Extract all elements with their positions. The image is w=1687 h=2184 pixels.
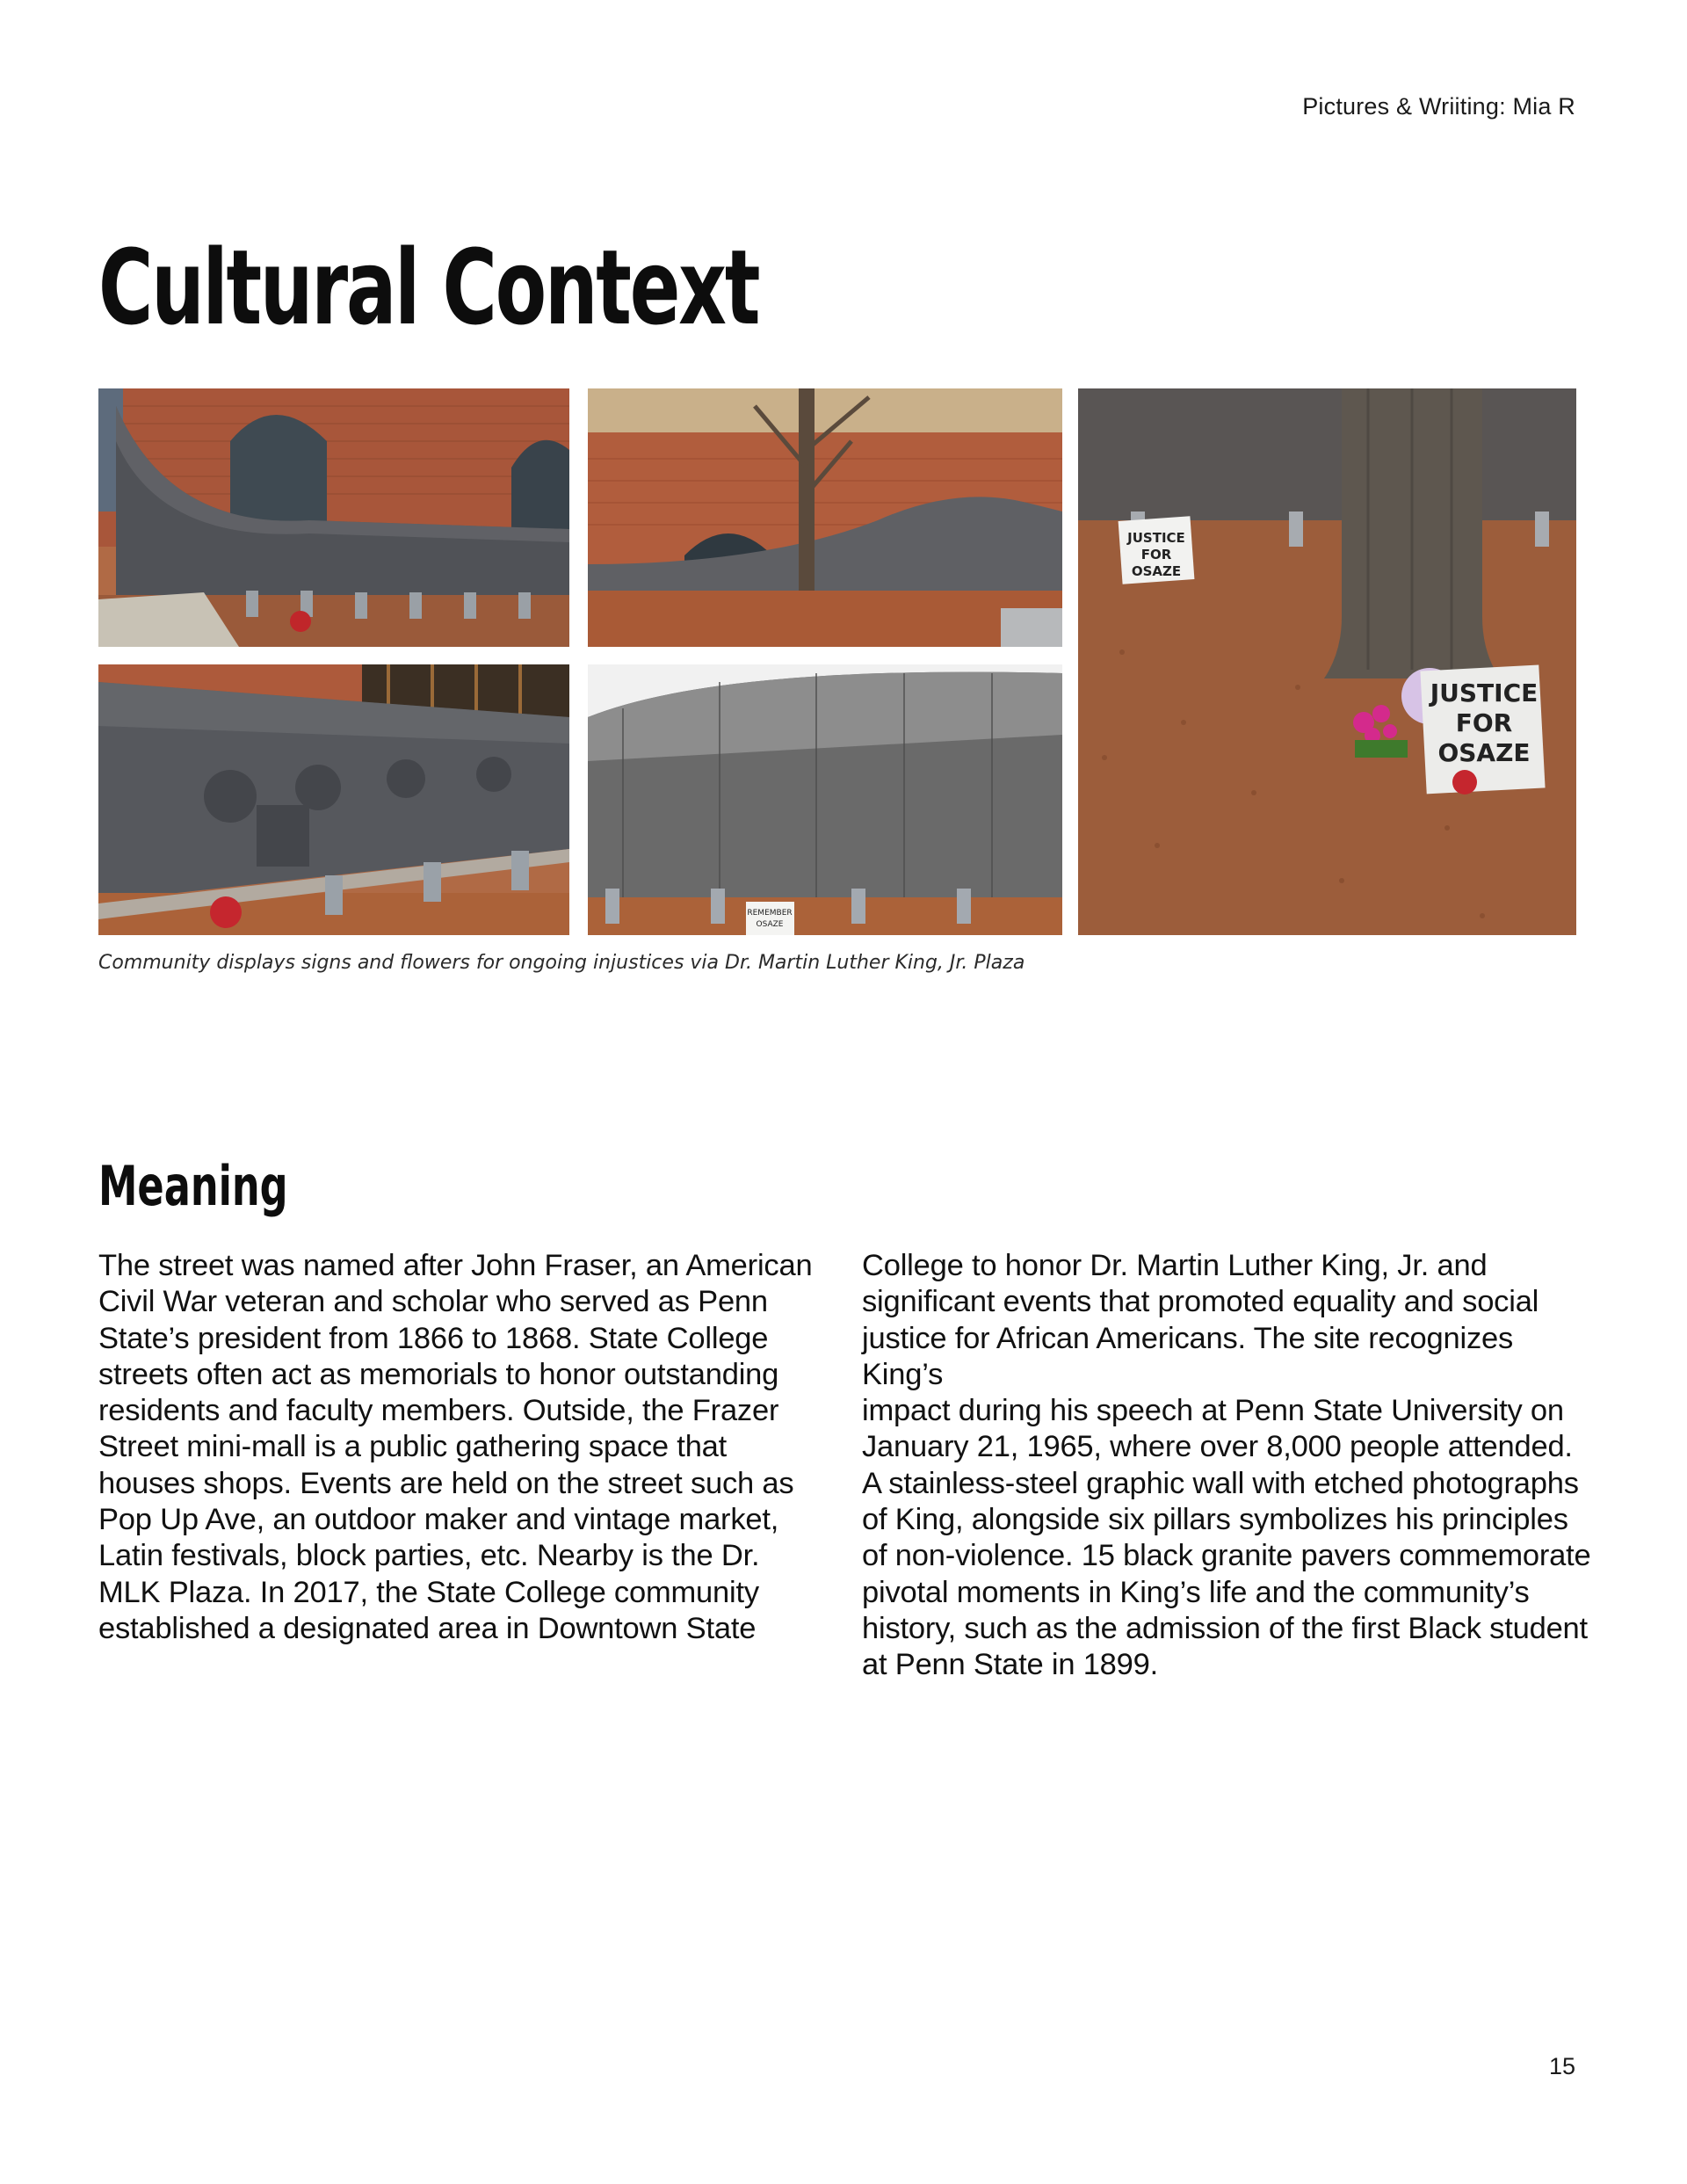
photo-credit: Pictures & Wriiting: Mia R [1302,93,1575,120]
sign-top-line1: JUSTICE [1127,530,1185,546]
gallery-caption: Community displays signs and flowers for ongoing injustices via Dr. Martin Luther King, Jr. Plaza [98,952,1025,974]
sign-bottom-line2: FOR [1455,708,1513,737]
body-line: Latin festivals, block parties, etc. Nearby is the Dr. [98,1539,760,1573]
body-line: Civil War veteran and scholar who served as Penn [98,1285,768,1319]
sign-bottom-line3: OSAZE [1437,738,1531,767]
body-line: of King, alongside six pillars symbolizes his principles [862,1503,1568,1537]
body-column-left [98,1248,819,1647]
sign-top-line2: FOR [1140,547,1172,562]
body-line: of non-violence. 15 black granite pavers commemorate [862,1539,1591,1573]
body-column-right [862,1248,1591,1684]
photo-etched-wall [98,664,569,935]
section-heading: Meaning [98,1154,288,1218]
body-line: justice for African Americans. The site recognizes King’s [862,1321,1514,1391]
body-line: significant events that promoted equality and social [862,1285,1539,1319]
photo-wall-brick-building [98,388,569,647]
page-title: Cultural Context [98,227,759,348]
page-number: 15 [1548,2053,1575,2079]
body-line: impact during his speech at Penn State University on [862,1394,1564,1428]
photo-steel-wall-closeup [588,664,1062,935]
body-line: pivotal moments in King’s life and the community’s [862,1575,1530,1609]
photo-justice-signs-tree [1078,388,1576,935]
body-line: January 21, 1965, where over 8,000 people attended. [862,1430,1573,1464]
body-line: A stainless-steel graphic wall with etched photographs [862,1466,1579,1500]
body-line: College to honor Dr. Martin Luther King, Jr. and [862,1249,1488,1282]
body-line: houses shops. Events are held on the street such as [98,1466,794,1500]
body-line: Street mini-mall is a public gathering space that [98,1430,728,1464]
body-line: MLK Plaza. In 2017, the State College community [98,1575,759,1609]
body-line: Pop Up Ave, an outdoor maker and vintage market, [98,1503,779,1537]
sign-bottom-line1: JUSTICE [1430,678,1539,707]
body-line: State’s president from 1866 to 1868. State College [98,1321,769,1355]
photo-wall-with-tree [588,388,1062,647]
body-line: residents and faculty members. Outside, the Frazer [98,1394,779,1428]
sign-small-line2: OSAZE [756,920,784,929]
body-line: The street was named after John Fraser, an American [98,1249,813,1282]
body-line: established a designated area in Downtown State [98,1611,757,1645]
body-line: history, such as the admission of the first Black student [862,1611,1588,1645]
body-line: at Penn State in 1899. [862,1648,1159,1682]
sign-small-line1: REMEMBER [747,909,793,918]
body-line: streets often act as memorials to honor outstanding [98,1357,779,1391]
sign-top-line3: OSAZE [1131,563,1182,579]
